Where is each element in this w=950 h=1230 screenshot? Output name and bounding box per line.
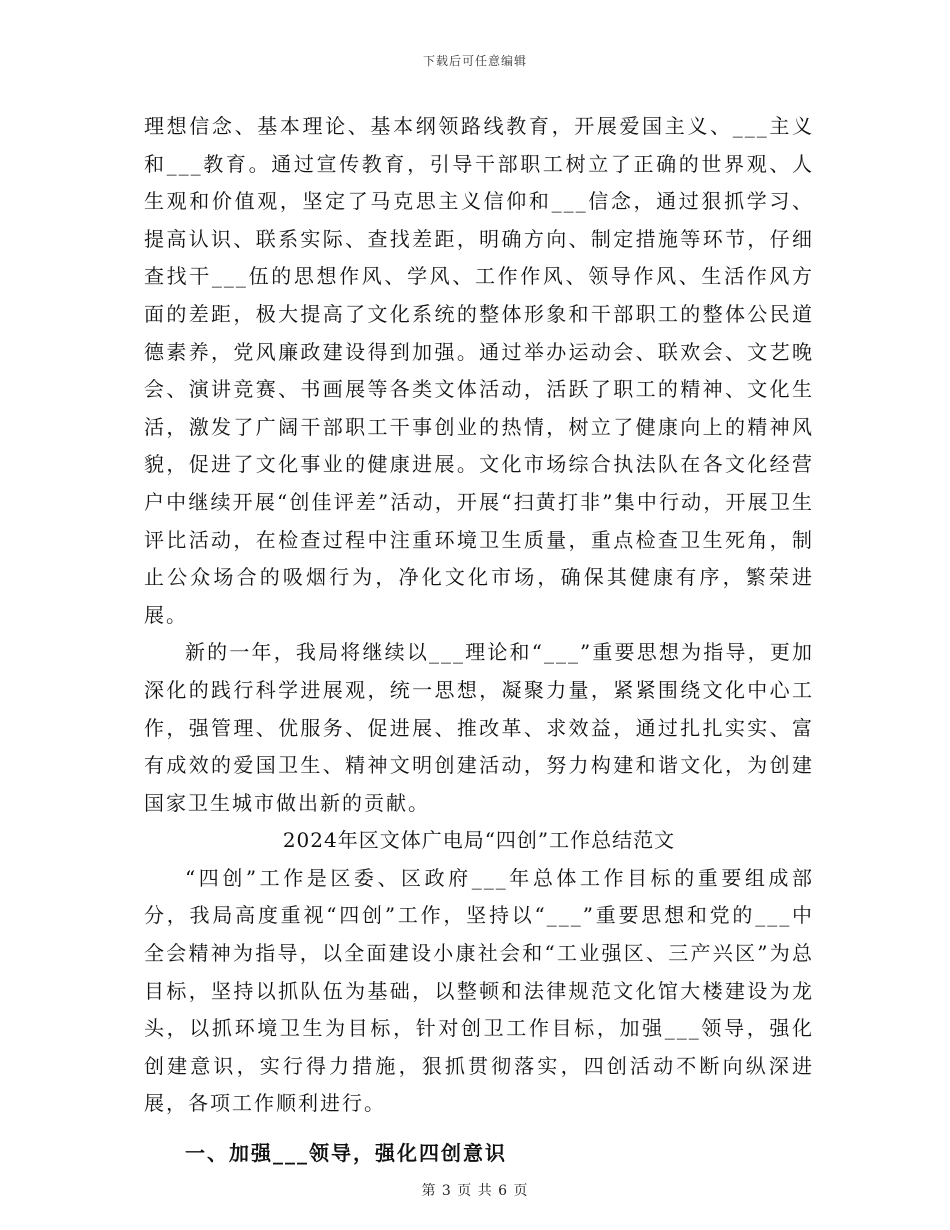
section-title: 2024年区文体广电局“四创”工作总结范文 <box>282 828 676 853</box>
document-body <box>144 108 814 1173</box>
paragraph-1: 理想信念、基本理论、基本纲领路线教育，开展爱国主义、___主义和___教育。通过宣传教育，引导干部职工树立了正确的世界观、人生观和价值观，坚定了马克思主义信仰和___信念，通过狠抓学习、提高认识、联系实际、查找差距，明确方向、制定措施等环节，仔细查找干___伍的思想作风、学风、工作作风、领导作风、生活作风方面的差距，极大提高了文化系统的整体形象和干部职工的整体公民道德素养，党风廉政建设得到加强。通过举办运动会、联欢会、文艺晚会、演讲竞赛、书画展等各类文体活动，活跃了职工的精神、文化生活，激发了广阔干部职工干事创业的热情，树立了健康向上的精神风貌，促进了文化事业的健康进展。文化市场综合执法队在各文化经营户中继续开展“创佳评差”活动，开展“扫黄打非”集中行动，开展卫生评比活动，在检查过程中注重环境卫生质量，重点检查卫生死角，制止公众场合的吸烟行为，净化文化市场，确保其健康有序，繁荣进展。 <box>144 114 814 627</box>
subheading: 一、加强___领导，强化四创意识 <box>185 1141 507 1166</box>
page-header: 下载后可任意编辑 <box>422 54 527 68</box>
paragraph-2: 新的一年，我局将继续以___理论和“___”重要思想为指导，更加深化的践行科学进展观，统一思想，凝聚力量，紧紧围绕文化中心工作，强管理、优服务、促进展、推改革、求效益，通过扎扎实实、富有成效的爱国卫生、精神文明创建活动，努力构建和谐文化，为创建国家卫生城市做出新的贡献。 <box>144 640 814 815</box>
page-footer: 第 3 页 共 6 页 <box>421 1183 529 1199</box>
paragraph-3: “四创”工作是区委、区政府___年总体工作目标的重要组成部分，我局高度重视“四创”工作，坚持以“___”重要思想和党的___中全会精神为指导，以全面建设小康社会和“工业强区、三产兴区”为总目标，坚持以抓队伍为基础，以整顿和法律规范文化馆大楼建设为龙头，以抓环境卫生为目标，针对创卫工作目标，加强___领导，强化创建意识，实行得力措施，狠抓贯彻落实，四创活动不断向纵深进展，各项工作顺利进行。 <box>144 865 814 1116</box>
